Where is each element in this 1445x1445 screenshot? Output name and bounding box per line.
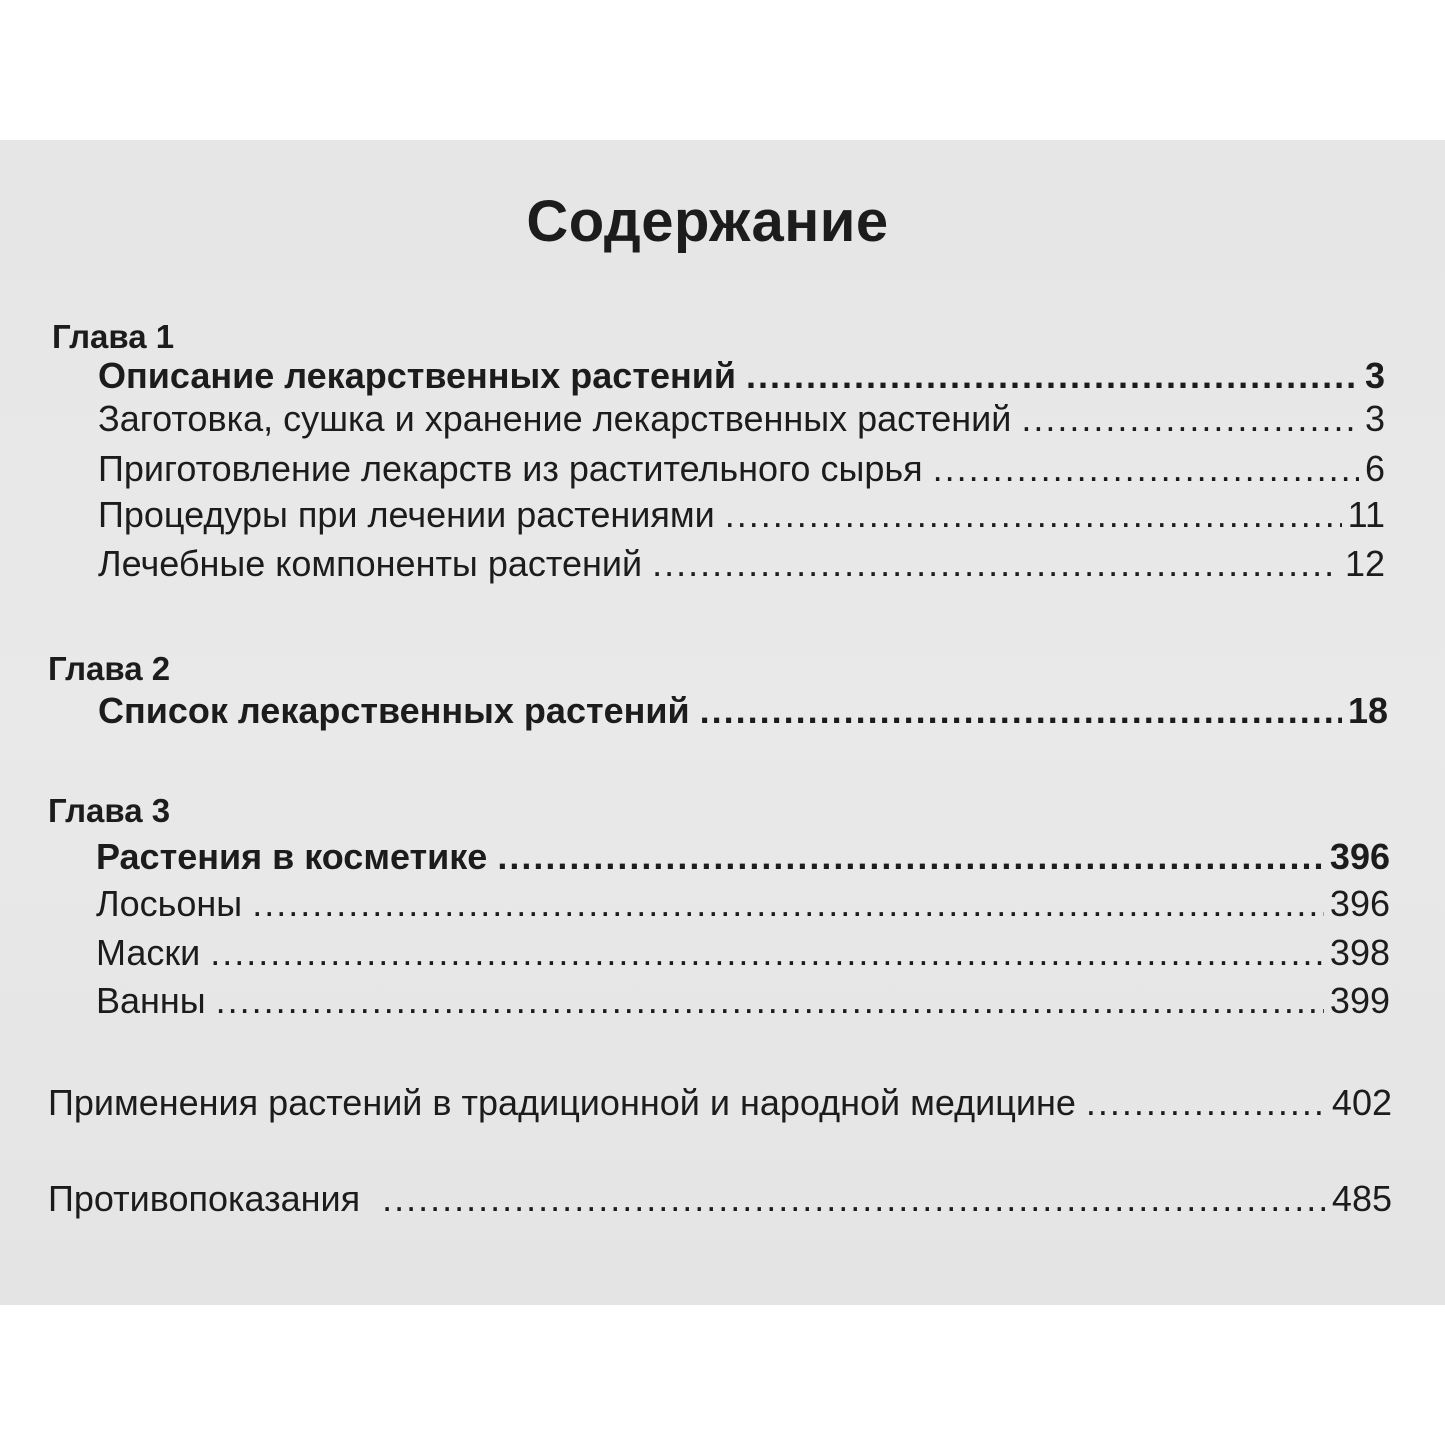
toc-entry-label: Лечебные компоненты растений (98, 543, 643, 584)
toc-entry-page: 485 (1331, 1178, 1392, 1219)
dot-leader (210, 932, 1324, 974)
toc-entry-label: Описание лекарственных растений (98, 355, 736, 396)
toc-entry[interactable] (96, 932, 1390, 974)
dot-leader (216, 980, 1324, 1022)
toc-entry-page: 3 (1364, 355, 1385, 396)
toc-entry[interactable] (96, 836, 1390, 878)
toc-entry[interactable] (98, 398, 1385, 440)
toc-entry-page: 402 (1331, 1082, 1392, 1123)
toc-entry[interactable] (96, 980, 1390, 1022)
toc-entry-label: Маски (96, 932, 201, 973)
toc-entry-page: 11 (1347, 494, 1385, 535)
toc-entry[interactable] (98, 543, 1385, 585)
chapter-2-heading: Глава 2 (48, 650, 171, 687)
toc-entry-label: Растения в косметике (96, 836, 488, 877)
page-title: Содержание (526, 189, 889, 254)
toc-page (0, 140, 1445, 1305)
toc-entry-page: 18 (1347, 690, 1388, 731)
toc-entry-page: 3 (1364, 398, 1385, 439)
toc-entry-label: Применения растений в традиционной и народной медицине (48, 1082, 1076, 1123)
dot-leader (497, 836, 1324, 878)
toc-entry[interactable] (98, 690, 1388, 732)
dot-leader (652, 543, 1339, 585)
dot-leader (933, 448, 1359, 490)
toc-entry-label: Противопоказания (48, 1178, 361, 1219)
toc-entry[interactable] (48, 1082, 1392, 1124)
dot-leader (1086, 1082, 1326, 1124)
toc-entry-label: Лосьоны (96, 883, 243, 924)
toc-entry[interactable] (98, 448, 1385, 490)
dot-leader (700, 690, 1342, 732)
toc-entry-label: Ванны (96, 980, 206, 1021)
toc-entry[interactable] (96, 883, 1390, 925)
toc-entry-label: Список лекарственных растений (98, 690, 690, 731)
toc-entry[interactable] (48, 1178, 1392, 1220)
toc-entry-page: 396 (1329, 836, 1390, 877)
toc-entry-page: 12 (1344, 543, 1385, 584)
toc-entry-page: 396 (1329, 883, 1390, 924)
toc-entry-page: 6 (1364, 448, 1385, 489)
toc-entry-label: Процедуры при лечении растениями (98, 494, 715, 535)
dot-leader (746, 355, 1359, 397)
toc-entry-label: Приготовление лекарств из растительного сырья (98, 448, 923, 489)
toc-entry-page: 399 (1329, 980, 1390, 1021)
dot-leader (382, 1178, 1326, 1220)
toc-entry[interactable] (98, 494, 1385, 536)
toc-entry[interactable] (98, 355, 1385, 397)
chapter-3-heading: Глава 3 (48, 792, 171, 829)
toc-entry-page: 398 (1329, 932, 1390, 973)
dot-leader (1021, 398, 1359, 440)
dot-leader (252, 883, 1324, 925)
toc-entry-label: Заготовка, сушка и хранение лекарственных растений (98, 398, 1012, 439)
chapter-1-heading: Глава 1 (52, 318, 175, 355)
dot-leader (725, 494, 1342, 536)
